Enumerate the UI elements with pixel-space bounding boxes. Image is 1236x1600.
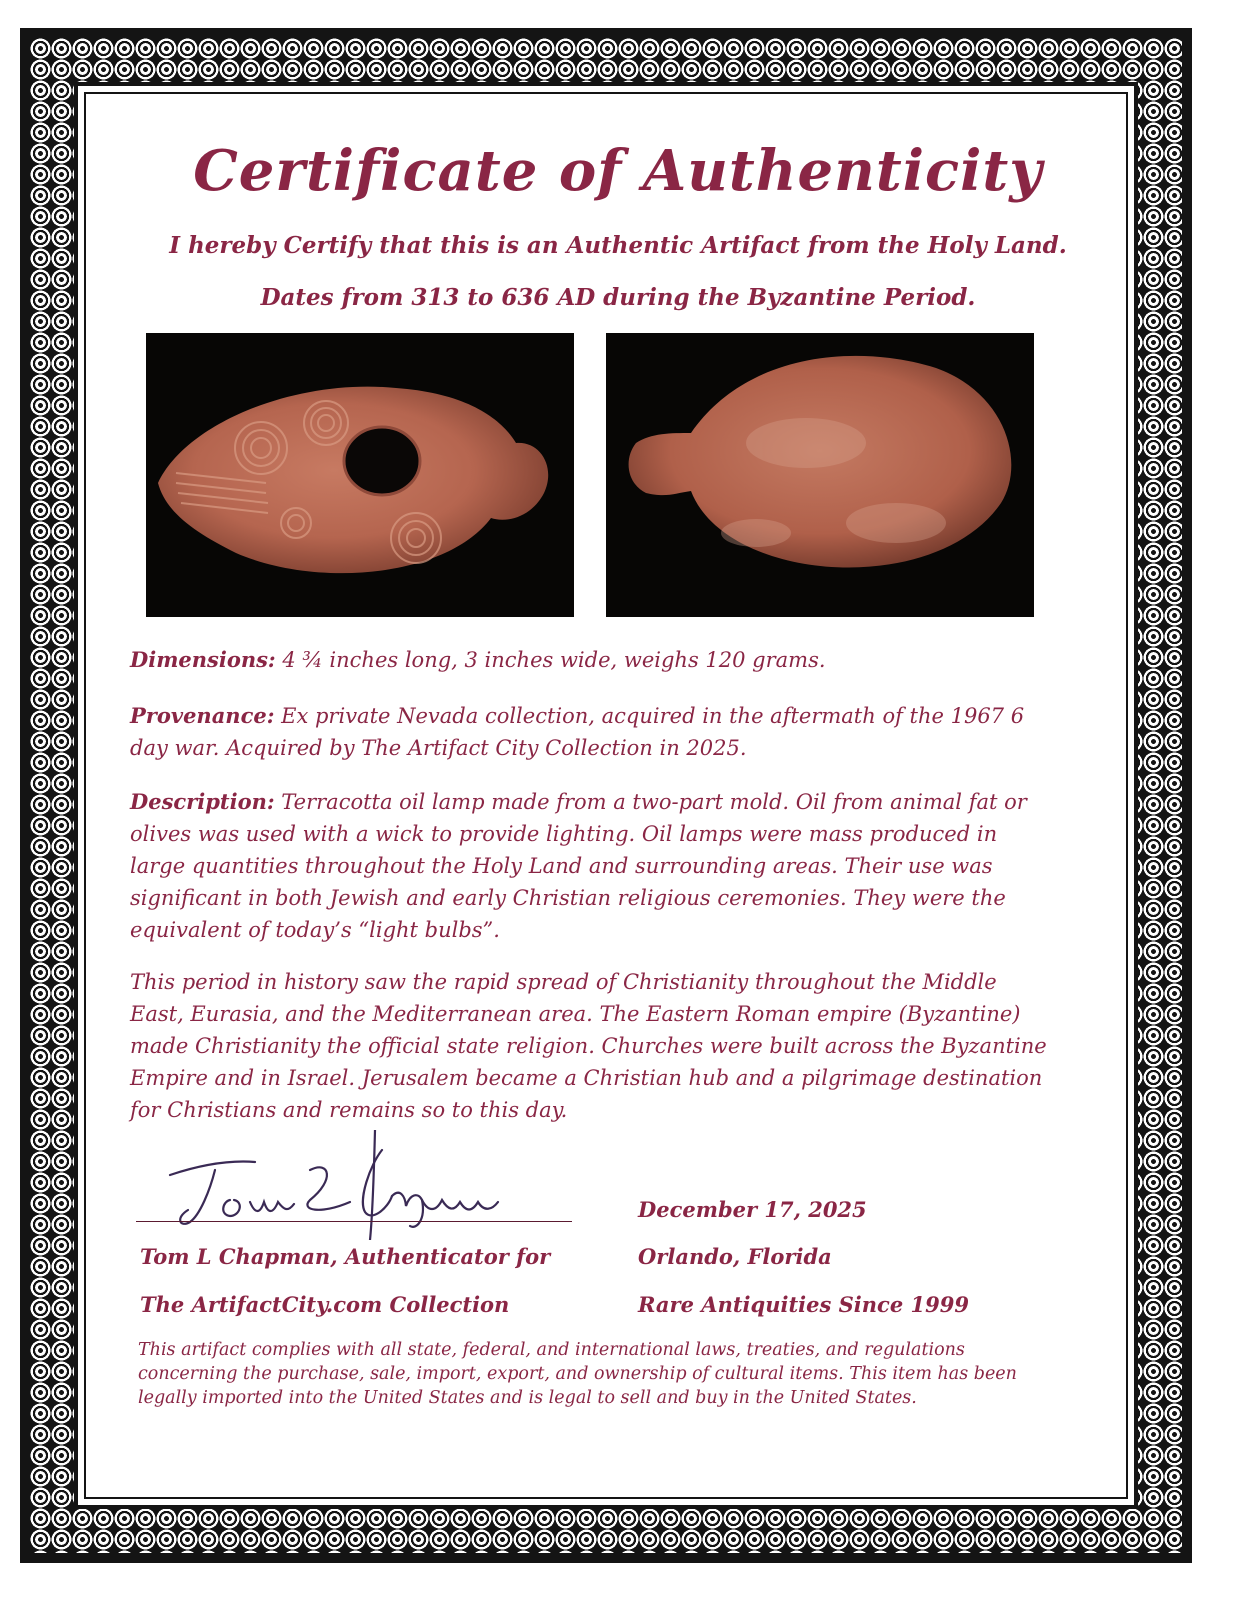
company-tagline: Rare Antiquities Since 1999 [638,1292,969,1317]
handwritten-signature [160,1130,560,1240]
dates-line: Dates from 313 to 636 AD during the Byzantine Period. [260,284,976,311]
description-label: Description: [130,789,275,814]
provenance-paragraph [130,700,1050,764]
certificate-location: Orlando, Florida [638,1244,832,1269]
oil-lamp-top-image [146,333,574,617]
certificate-title: Certificate of Authenticity [193,138,1043,204]
provenance-label: Provenance: [130,703,275,728]
oil-lamp-bottom-image [606,333,1034,617]
dimensions-label: Dimensions: [130,647,276,672]
dimensions-paragraph [130,644,1050,676]
photo-lamp-bottom [606,333,1034,617]
provenance-text: Ex private Nevada collection, acquired in the aftermath of the 1967 6 day war. Acquired by The Artifact City Collection in 2025. [130,704,1025,760]
authenticator-name: Tom L Chapman, Authenticator for [140,1244,551,1269]
certify-line: I hereby Certify that this is an Authentic Artifact from the Holy Land. [169,232,1067,259]
photo-lamp-top [146,333,574,617]
legal-compliance-text: This artifact complies with all state, federal, and international laws, treaties, and regulations concerning the purchase, sale, import, export, and ownership of cultural items. This item has been legally imported into the United States and is legal to sell and buy in the United States. [138,1340,1017,1408]
certificate-date: December 17, 2025 [638,1197,867,1222]
signature-line [136,1221,572,1222]
description-paragraph [130,786,1050,946]
dimensions-text: 4 ¾ inches long, 3 inches wide, weighs 120 grams. [275,648,826,672]
history-paragraph: This period in history saw the rapid spread of Christianity throughout the Middle East, Eurasia, and the Mediterranean area. The Eastern Roman empire (Byzantine) made Christianity the official state religion. Churches were built across the Byzantine Empire and in Israel. Jerusalem became a Christian hub and a pilgrimage destination for Christians and remains so to this day. [130,970,1047,1122]
description-text: Terracotta oil lamp made from a two-part mold. Oil from animal fat or olives was used with a wick to provide lighting. Oil lamps were mass produced in large quantities throughout the Holy Land and surrounding areas. Their use was significant in both Jewish and early Christian religious ceremonies. They were the equivalent of today’s “light bulbs”. [130,790,1027,942]
signature-text: Tom L Chapman [160,1130,169,1131]
collection-name: The ArtifactCity.com Collection [140,1292,510,1317]
